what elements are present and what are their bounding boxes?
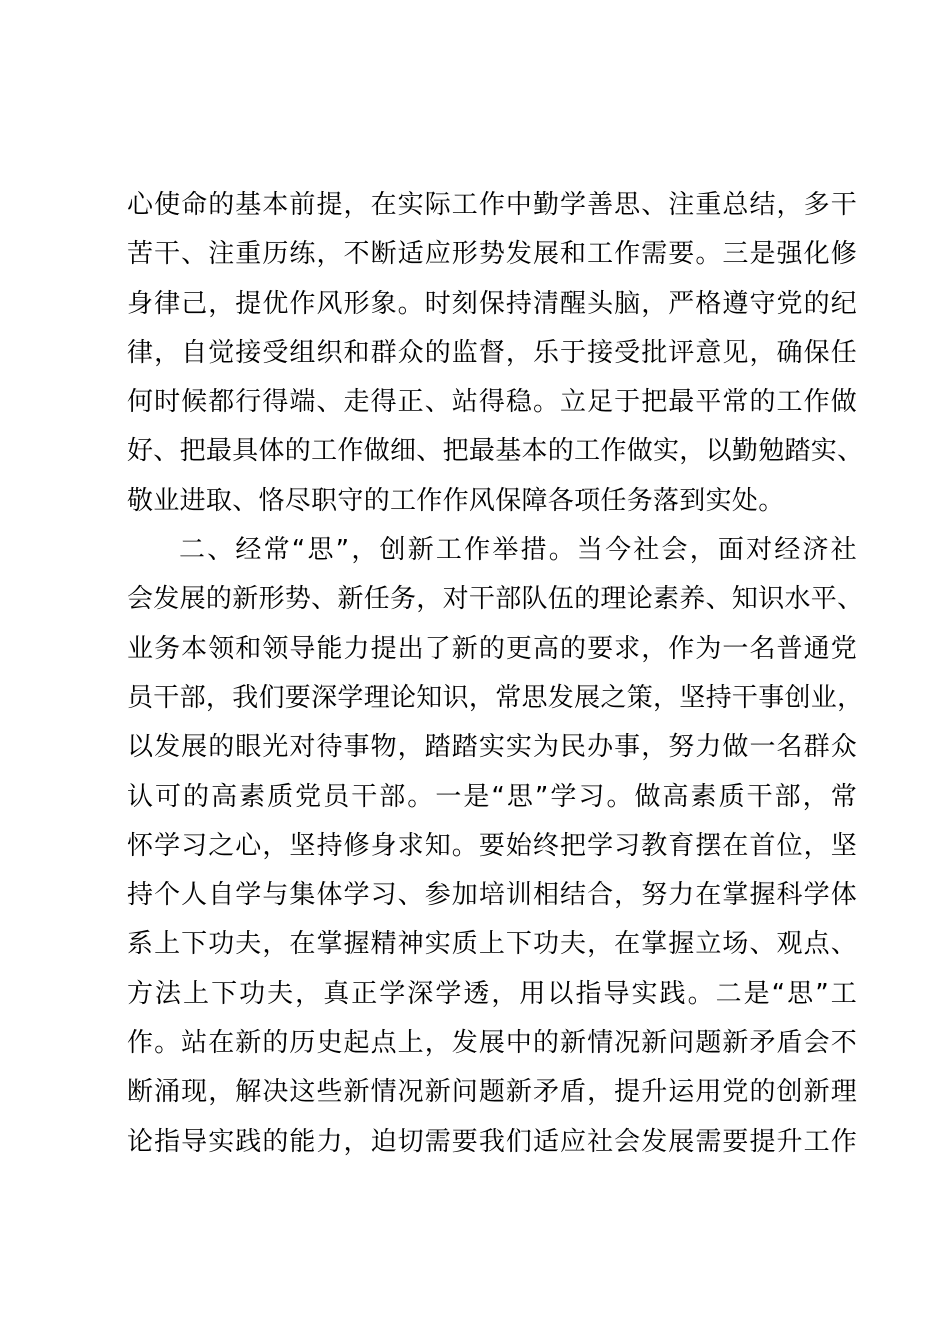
text-line: 怀学习之心，坚持修身求知。要始终把学习教育摆在首位，坚 (127, 830, 857, 861)
text-line: 心使命的基本前提，在实际工作中勤学善思、注重总结，多干 (127, 190, 857, 220)
text-line: 业务本领和领导能力提出了新的更高的要求，作为一名普通党 (127, 633, 857, 664)
text-line: 系上下功夫，在掌握精神实质上下功夫，在掌握立场、观点、 (127, 929, 857, 960)
text-line: 作。站在新的历史起点上，发展中的新情况新问题新矛盾会不 (127, 1028, 857, 1059)
text-line: 方法上下功夫，真正学深学透，用以指导实践。二是“思”工 (127, 978, 857, 1009)
text-line: 好、把最具体的工作做细、把最基本的工作做实，以勤勉踏实、 (127, 436, 864, 467)
text-line: 员干部，我们要深学理论知识，常思发展之策，坚持干事创业， (127, 682, 864, 713)
text-line: 持个人自学与集体学习、参加培训相结合，努力在掌握科学体 (127, 880, 857, 911)
section-heading-line: 二、经常“思”，创新工作举措。当今社会，面对经济社 (179, 535, 857, 566)
text-line: 断涌现，解决这些新情况新问题新矛盾，提升运用党的创新理 (127, 1077, 857, 1108)
text-line: 会发展的新形势、新任务，对干部队伍的理论素养、知识水平、 (127, 584, 864, 615)
text-line: 苦干、注重历练，不断适应形势发展和工作需要。三是强化修 (127, 239, 857, 270)
text-line: 论指导实践的能力，迫切需要我们适应社会发展需要提升工作 (127, 1126, 857, 1157)
body-text (127, 181, 864, 1167)
text-line: 身律己，提优作风形象。时刻保持清醒头脑，严格遵守党的纪 (127, 288, 857, 319)
text-line: 敬业进取、恪尽职守的工作作风保障各项任务落到实处。 (127, 485, 785, 516)
text-line: 律，自觉接受组织和群众的监督，乐于接受批评意见，确保任 (127, 337, 857, 368)
text-line: 何时候都行得端、走得正、站得稳。立足于把最平常的工作做 (127, 387, 857, 418)
text-line: 认可的高素质党员干部。一是“思”学习。做高素质干部，常 (127, 781, 857, 812)
text-line: 以发展的眼光对待事物，踏踏实实为民办事，努力做一名群众 (127, 732, 857, 763)
